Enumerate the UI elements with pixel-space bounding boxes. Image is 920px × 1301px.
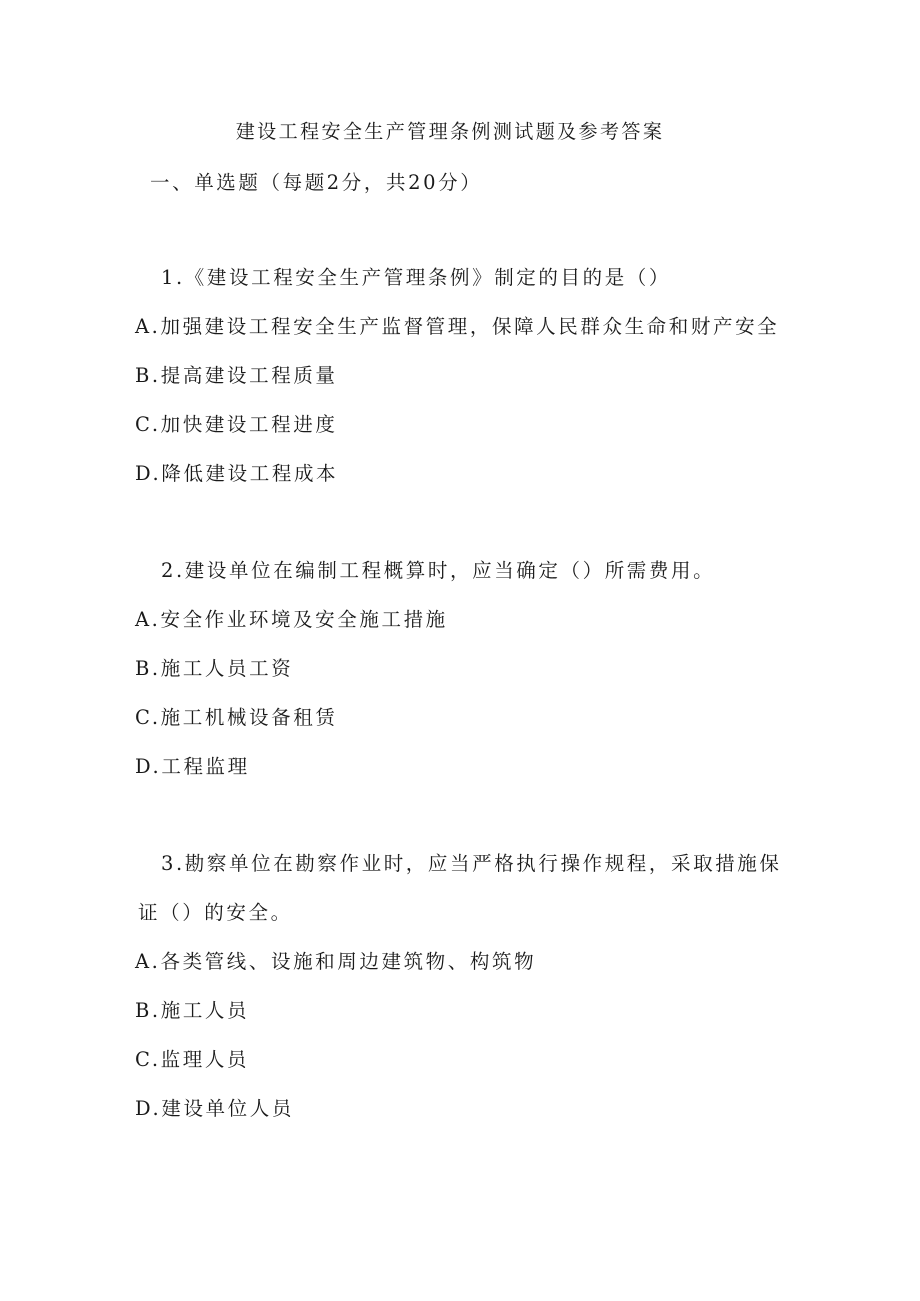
option-c: C.施工机械设备租赁 [135, 706, 338, 729]
option-a: A.各类管线、设施和周边建筑物、构筑物 [135, 950, 537, 973]
option-c: C.加快建设工程进度 [135, 413, 338, 436]
section-heading: 一、单选题（每题2分，共20分） [150, 171, 483, 194]
question-stem-continued: 证（）的安全。 [138, 901, 293, 924]
option-a: A.加强建设工程安全生产监督管理，保障人民群众生命和财产安全 [135, 315, 780, 338]
option-d: D.工程监理 [135, 755, 250, 778]
page-title: 建设工程安全生产管理条例测试题及参考答案 [235, 120, 665, 143]
option-c: C.监理人员 [135, 1048, 250, 1071]
option-d: D.建设单位人员 [135, 1097, 294, 1120]
option-b: B.提高建设工程质量 [135, 364, 338, 387]
option-b: B.施工人员 [135, 999, 250, 1022]
option-a: A.安全作业环境及安全施工措施 [135, 608, 448, 631]
question-stem: 3.勘察单位在勘察作业时，应当严格执行操作规程，采取措施保 [161, 852, 782, 875]
question-stem: 1.《建设工程安全生产管理条例》制定的目的是（） [161, 266, 672, 289]
option-b: B.施工人员工资 [135, 657, 294, 680]
question-stem: 2.建设单位在编制工程概算时，应当确定（）所需费用。 [161, 559, 716, 582]
option-d: D.降低建设工程成本 [135, 462, 339, 485]
